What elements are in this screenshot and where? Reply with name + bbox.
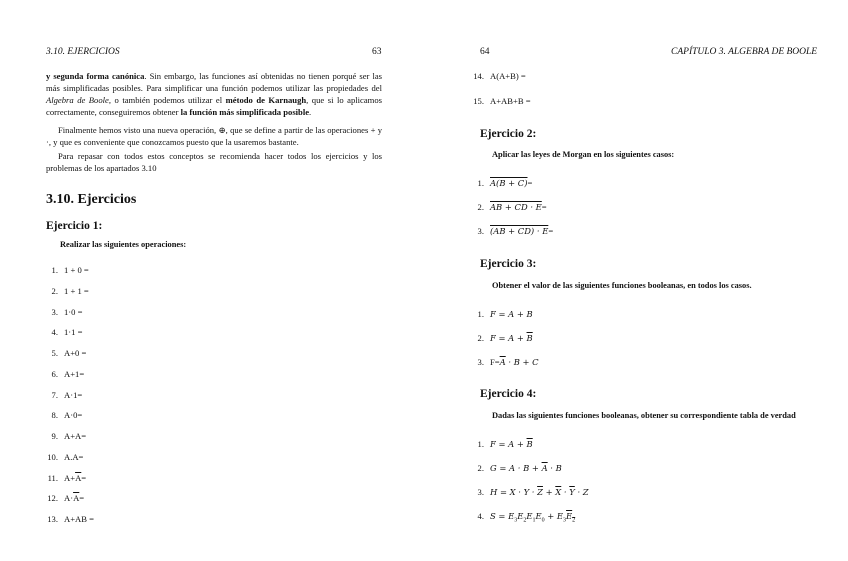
list-item: 2. AB + CD · E= [477, 202, 547, 212]
list-item: 3. $H = X \cdot Y \cdot \overline{Z} + \overline{X} \cdot \overline{Y} \cdot Z$ [477, 487, 589, 497]
list-item: 1. $F = A + \overline{B}$ [477, 439, 533, 449]
running-header-right: CAPÍTULO 3. ALGEBRA DE BOOLE [671, 47, 818, 57]
list-item: 3. $F=\overline{A} \cdot B + C$ [477, 357, 539, 367]
list-item: 1. A(B + C)= [477, 178, 533, 188]
list-item: 4. $S = E_3E_2E_1E_0 + E_3\overline{E}_2$ [477, 511, 576, 524]
list-item: 5. A+0 = [51, 348, 87, 358]
list-item: 10. A.A= [47, 452, 84, 462]
exercise-4-instruction: Dadas las siguientes funciones booleanas, obtener su correspondiente tabla de verdad [492, 411, 796, 420]
right-page [424, 0, 848, 561]
exercise-1-instruction: Realizar las siguientes operaciones: [60, 240, 187, 249]
list-item: 2. $F = A + \overline{B}$ [477, 333, 533, 343]
list-item: 2. $G = A \cdot B + \overline{A} \cdot B$ [477, 463, 562, 473]
list-item: 13. A+AB = [47, 514, 94, 524]
list-item: 3. (AB + CD) · E= [477, 226, 554, 236]
list-item: 11. $A+\overline{A}=$ [47, 473, 87, 483]
list-item: 9. A+A= [51, 431, 87, 441]
page-number-left: 63 [372, 47, 382, 57]
list-item: 8. A·0= [51, 410, 83, 420]
exercise-2-instruction: Aplicar las leyes de Morgan en los siguientes casos: [492, 150, 675, 159]
list-item: 4. 1·1 = [51, 327, 83, 337]
list-item: 12. $A\cdot\overline{A}=$ [47, 493, 85, 503]
section-title: 3.10. Ejercicios [46, 192, 137, 207]
paragraph-2: Finalmente hemos visto una nueva operación, ⊕, que se define a partir de las operaciones + y ·, y que es conveniente que conozcamos puesto que la usaremos bastante. [46, 125, 382, 147]
exercise-3-instruction: Obtener el valor de las siguientes funciones booleanas, en todos los casos. [492, 281, 752, 290]
running-header-left: 3.10. EJERCICIOS [46, 47, 120, 57]
paragraph-1: y segunda forma canónica. Sin embargo, las funciones así obtenidas no tienen porqué ser las más simplificadas posibles. Para simplificar una función podemos utilizar las propiedades del Algebra de Boole, o también podemos utilizar el método de Karnaugh, que si lo aplicamos correctamente, conseguiremos obtener la función más simplificada posible. [46, 71, 382, 117]
list-item: 3. 1·0 = [51, 307, 83, 317]
exercise-2-title: Ejercicio 2: [480, 128, 537, 140]
list-item: 6. A+1= [51, 369, 85, 379]
list-item: 1. F = A + B [477, 309, 533, 319]
exercise-3-title: Ejercicio 3: [480, 258, 537, 270]
exercise-4-title: Ejercicio 4: [480, 388, 537, 400]
list-item: 2. 1 + 1 = [51, 286, 89, 296]
list-item: 15. A+AB+B = [473, 96, 531, 106]
exercise-1-title: Ejercicio 1: [46, 220, 103, 232]
list-item: 1. 1 + 0 = [51, 265, 89, 275]
list-item: 7. A·1= [51, 390, 83, 400]
list-item: 14. A(A+B) = [473, 71, 526, 81]
paragraph-3: Para repasar con todos estos conceptos se recomienda hacer todos los ejercicios y los problemas de los apartados 3.10 [46, 151, 382, 173]
page-number-right: 64 [480, 47, 490, 57]
